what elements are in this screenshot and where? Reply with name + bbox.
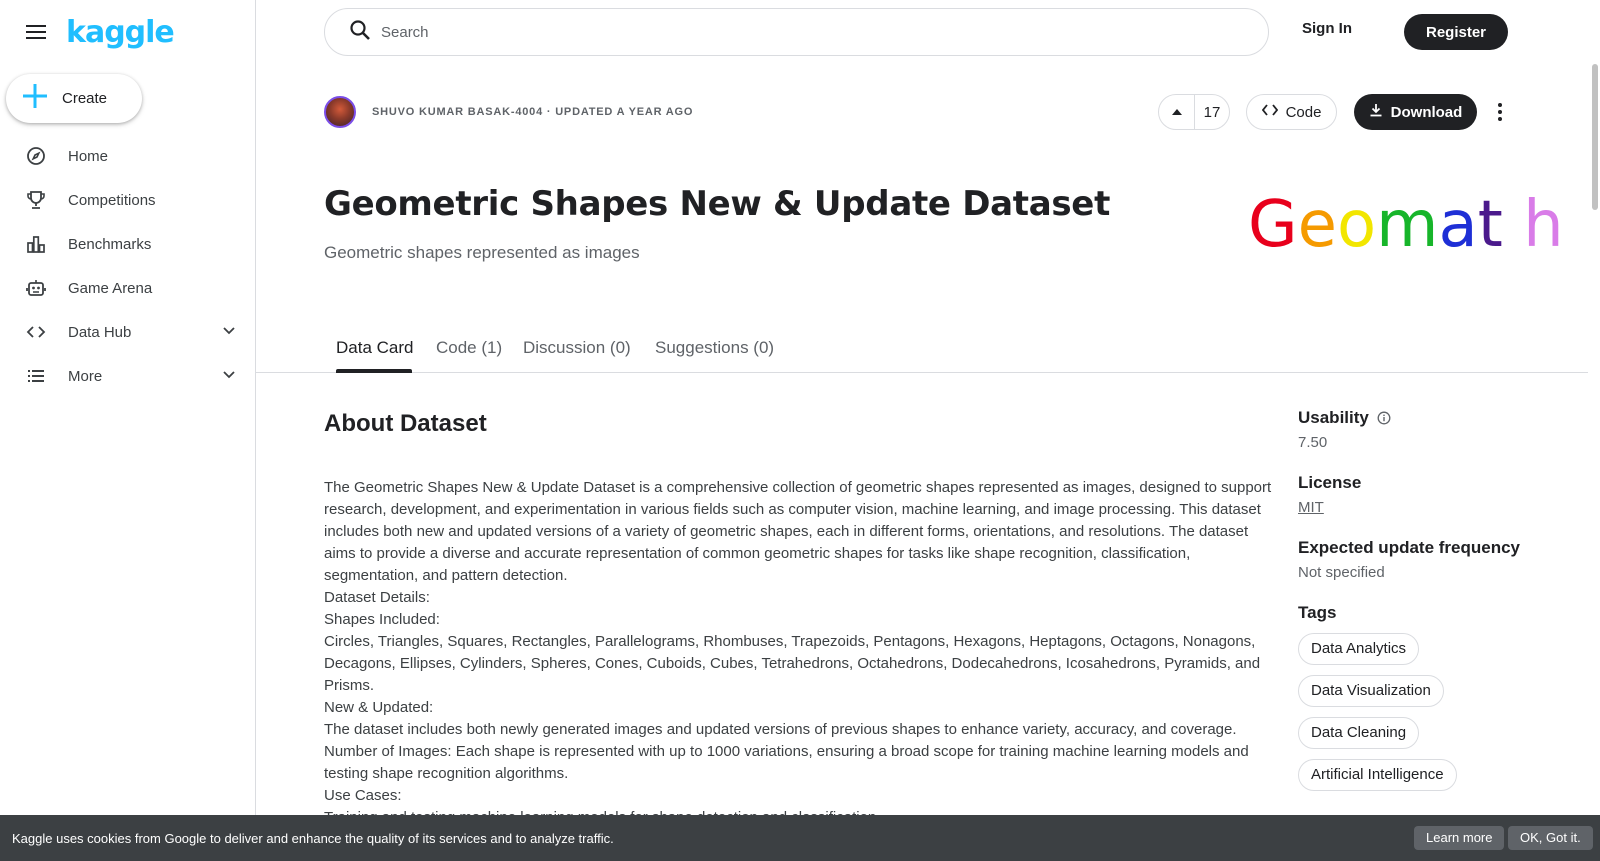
sidebar-item-label: Data Hub [68, 323, 132, 341]
sidebar-item-label: Competitions [68, 191, 156, 209]
sign-in-link[interactable]: Sign In [1302, 20, 1352, 37]
accept-cookies-button[interactable]: OK, Got it. [1508, 826, 1593, 850]
tag-chip[interactable]: Data Analytics [1298, 633, 1419, 665]
vote-count: 17 [1203, 103, 1221, 121]
cookie-banner [0, 815, 1600, 861]
code-icon [1262, 103, 1278, 121]
sidebar-item-data-hub[interactable] [0, 310, 256, 354]
description-paragraph: The dataset includes both newly generated images and updated versions of previous shapes to enhance variety, accuracy, and coverage. [324, 721, 1237, 738]
plus-icon [22, 83, 48, 114]
active-tab-indicator [336, 369, 412, 373]
scrollbar-thumb[interactable] [1592, 64, 1598, 210]
tab-code[interactable]: Code (1) [436, 338, 503, 357]
description-paragraph: The Geometric Shapes New & Update Dataset is a comprehensive collection of geometric shapes represented as images, designed to support research, development, and experimentation in various fields such as computer vision, machine learning, and image processing. This dataset includes both new and updated versions of a variety of geometric shapes, each in different forms, orientations, and resolutions. The dataset aims to provide a diverse and accurate representation of common geometric shapes for tasks like shape recognition, classification, segmentation, and pattern detection. [324, 479, 1272, 584]
sidebar-item-home[interactable] [0, 134, 256, 178]
download-icon [1369, 103, 1383, 121]
usability-section [1298, 408, 1538, 451]
license-section [1298, 473, 1538, 516]
create-label: Create [62, 90, 108, 107]
usability-heading [1298, 408, 1538, 428]
search-icon [349, 19, 371, 46]
sidebar-item-benchmarks[interactable] [0, 222, 256, 266]
kaggle-logo[interactable]: kaggle [66, 14, 174, 50]
sidebar-item-game-arena[interactable] [0, 266, 256, 310]
sidebar-header [0, 0, 255, 64]
tab-bar [256, 320, 1588, 373]
cover-letter: a [1438, 188, 1478, 262]
download-button[interactable] [1354, 94, 1477, 130]
sidebar-item-label: Benchmarks [68, 235, 152, 253]
bar-chart-icon [26, 234, 46, 254]
avatar[interactable] [324, 96, 356, 128]
trophy-icon [26, 190, 46, 210]
description-paragraph: Use Cases: [324, 787, 402, 804]
robot-icon [26, 278, 46, 298]
sidebar-nav [0, 134, 256, 398]
sidebar-item-label: Game Arena [68, 279, 153, 297]
create-button[interactable] [6, 74, 142, 123]
more-options-icon[interactable] [1490, 100, 1510, 124]
usability-label: Usability [1298, 408, 1369, 427]
license-heading: License [1298, 473, 1362, 492]
cover-letter [1503, 188, 1523, 262]
description-paragraph: Circles, Triangles, Squares, Rectangles, Parallelograms, Rhombuses, Trapezoids, Pentagons, Hexagons, Heptagons, Octagons, Nonagons, Decagons, Ellipses, Cylinders, Spheres, Cones, Cuboids, Cubes, Tetrahedrons, Octahedrons, Dodecahedrons, Icosahedrons, Pyramids, and Prisms. [324, 633, 1261, 694]
page-title: Geometric Shapes New & Update Dataset [324, 184, 1111, 224]
description-paragraph: Dataset Details: [324, 589, 430, 606]
menu-icon[interactable] [24, 20, 48, 44]
list-icon [26, 366, 46, 386]
tag-chip[interactable]: Data Visualization [1298, 675, 1444, 707]
dataset-description [324, 477, 1276, 829]
download-button-label: Download [1390, 103, 1463, 121]
sidebar-item-competitions[interactable] [0, 178, 256, 222]
cover-letter: h [1523, 188, 1564, 262]
tag-list [1298, 623, 1538, 791]
code-button-label: Code [1285, 103, 1322, 121]
chevron-down-icon[interactable] [222, 367, 236, 386]
sidebar-item-label: More [68, 367, 103, 385]
cover-letter: t [1477, 188, 1503, 262]
cover-letter: G [1248, 188, 1298, 262]
sidebar-item-more[interactable] [0, 354, 256, 398]
search-bar[interactable] [324, 8, 1269, 56]
caret-up-icon [1171, 103, 1183, 121]
upvote-button[interactable] [1159, 95, 1195, 129]
about-dataset-heading: About Dataset [324, 410, 487, 437]
tags-heading: Tags [1298, 603, 1337, 622]
upvote-control [1158, 94, 1230, 130]
sidebar-item-label: Home [68, 147, 109, 165]
info-icon[interactable] [1377, 411, 1391, 425]
register-button[interactable]: Register [1404, 14, 1508, 50]
sidebar [0, 0, 256, 861]
code-icon [26, 322, 46, 342]
description-paragraph: Number of Images: Each shape is represented with up to 1000 variations, ensuring a broad scope for training machine learning models and testing shape recognition algorithms. [324, 743, 1249, 782]
search-input[interactable] [381, 24, 1181, 41]
cover-letter: o [1336, 188, 1377, 262]
description-paragraph: Shapes Included: [324, 611, 440, 628]
update-frequency-heading: Expected update frequency [1298, 538, 1521, 557]
tag-chip[interactable]: Data Cleaning [1298, 717, 1419, 749]
tags-section [1298, 603, 1538, 791]
compass-icon [26, 146, 46, 166]
usability-value: 7.50 [1298, 434, 1328, 451]
code-button[interactable] [1246, 94, 1337, 130]
cookie-text: Kaggle uses cookies from Google to deliver and enhance the quality of its services and to analyze traffic. [12, 830, 614, 846]
license-link[interactable]: MIT [1298, 499, 1324, 516]
author-updated-line: SHUVO KUMAR BASAK-4004 · UPDATED A YEAR AGO [372, 106, 694, 118]
update-frequency-section [1298, 538, 1538, 581]
cover-letter: m [1376, 188, 1439, 262]
tab-suggestions[interactable]: Suggestions (0) [655, 338, 775, 357]
description-paragraph: New & Updated: [324, 699, 434, 716]
tab-data-card[interactable]: Data Card [336, 338, 414, 357]
learn-more-button[interactable]: Learn more [1414, 826, 1504, 850]
dataset-cover-image [1248, 180, 1564, 270]
chevron-down-icon[interactable] [222, 323, 236, 342]
update-frequency-value: Not specified [1298, 564, 1385, 581]
metadata-rail [1298, 408, 1538, 813]
cover-letter: e [1297, 188, 1337, 262]
page-subtitle: Geometric shapes represented as images [324, 243, 640, 262]
tag-chip[interactable]: Artificial Intelligence [1298, 759, 1457, 791]
tab-discussion[interactable]: Discussion (0) [523, 338, 631, 357]
